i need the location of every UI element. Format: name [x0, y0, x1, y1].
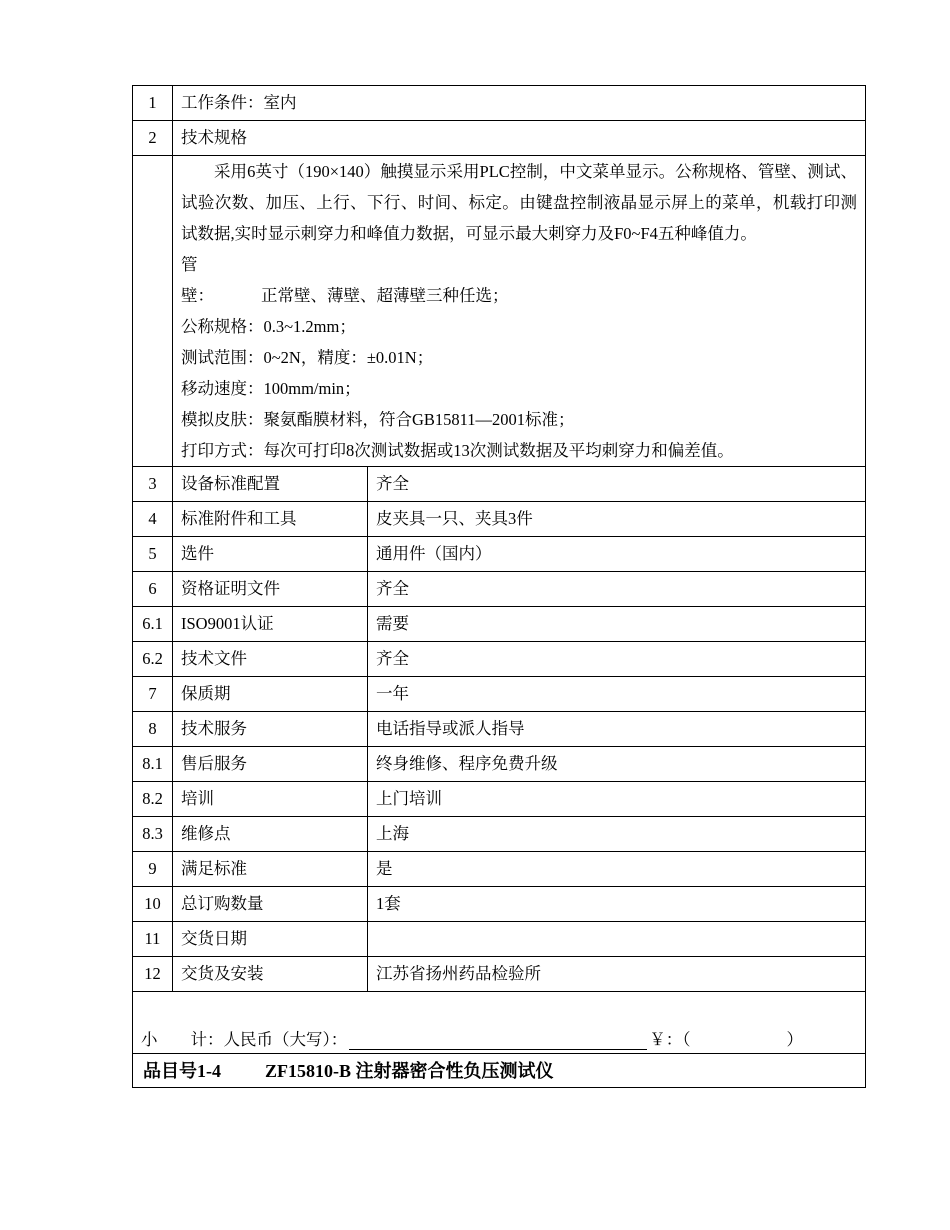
next-item-heading-row [133, 1054, 866, 1088]
table-row [133, 537, 866, 572]
item-label: 资格证明文件 [173, 572, 368, 607]
item-value: 齐全 [368, 572, 866, 607]
spec-description-row [133, 156, 866, 467]
table-row [133, 502, 866, 537]
table-row [133, 887, 866, 922]
working-condition: 工作条件：室内 [173, 86, 866, 121]
row-number: 12 [133, 957, 173, 992]
item-value: 1套 [368, 887, 866, 922]
row-number: 6.2 [133, 642, 173, 677]
table-row [133, 957, 866, 992]
item-code: 品目号1-4 [143, 1060, 221, 1081]
row-number: 4 [133, 502, 173, 537]
item-label: 交货及安装 [173, 957, 368, 992]
spec-line-nominal: 公称规格：0.3~1.2mm； [181, 317, 356, 336]
item-label: 总订购数量 [173, 887, 368, 922]
subtotal-label: 小 计：人民币（大写）： [141, 1030, 348, 1049]
item-value: 需要 [368, 607, 866, 642]
table-row [133, 467, 866, 502]
item-value: 上海 [368, 817, 866, 852]
item-value: 江苏省扬州药品检验所 [368, 957, 866, 992]
item-value: 齐全 [368, 642, 866, 677]
row-number: 6.1 [133, 607, 173, 642]
spec-line-wall: 管 壁： 正常壁、薄壁、超薄壁三种任选； [181, 255, 509, 305]
spec-intro: 采用6英寸（190×140）触摸显示采用PLC控制，中文菜单显示。公称规格、管壁、测试、试验次数、加压、上行、下行、时间、标定。由键盘控制液晶显示屏上的菜单，机载打印测试数据,实时显示刺穿力和峰值力数据，可显示最大刺穿力及F0~F4五种峰值力。 [181, 162, 857, 243]
item-value: 通用件（国内） [368, 537, 866, 572]
table-row [133, 712, 866, 747]
next-item-heading [133, 1054, 866, 1088]
item-label: 选件 [173, 537, 368, 572]
item-label: 售后服务 [173, 747, 368, 782]
item-label: 维修点 [173, 817, 368, 852]
item-label: ISO9001认证 [173, 607, 368, 642]
table-row [133, 677, 866, 712]
row-number: 3 [133, 467, 173, 502]
row-number: 5 [133, 537, 173, 572]
row-number: 8.2 [133, 782, 173, 817]
item-value: 终身维修、程序免费升级 [368, 747, 866, 782]
spec-description [173, 156, 866, 467]
item-label: 培训 [173, 782, 368, 817]
item-value: 上门培训 [368, 782, 866, 817]
row-1 [133, 86, 866, 121]
subtotal-row [133, 992, 866, 1054]
table-row [133, 922, 866, 957]
paren-close: ） [786, 1030, 803, 1049]
item-value: 齐全 [368, 467, 866, 502]
row-number: 9 [133, 852, 173, 887]
item-label: 保质期 [173, 677, 368, 712]
table-row [133, 642, 866, 677]
amount-in-words-blank[interactable] [349, 1031, 647, 1050]
spec-line-skin: 模拟皮肤：聚氨酯膜材料，符合GB15811—2001标准； [181, 410, 575, 429]
row-number: 11 [133, 922, 173, 957]
table-row [133, 607, 866, 642]
table-row [133, 782, 866, 817]
item-label: 技术服务 [173, 712, 368, 747]
item-label: 满足标准 [173, 852, 368, 887]
item-label: 设备标准配置 [173, 467, 368, 502]
empty-number-cell [133, 156, 173, 467]
item-value: 是 [368, 852, 866, 887]
subtotal-cell [133, 992, 866, 1054]
item-value: 皮夹具一只、夹具3件 [368, 502, 866, 537]
table-row [133, 747, 866, 782]
item-name: ZF15810-B 注射器密合性负压测试仪 [265, 1060, 554, 1081]
row-2 [133, 121, 866, 156]
item-value: 电话指导或派人指导 [368, 712, 866, 747]
item-label: 标准附件和工具 [173, 502, 368, 537]
table-row [133, 817, 866, 852]
row-number: 8.1 [133, 747, 173, 782]
row-number: 8.3 [133, 817, 173, 852]
row-number: 1 [133, 86, 173, 121]
spec-line-print: 打印方式：每次可打印8次测试数据或13次测试数据及平均刺穿力和偏差值。 [181, 441, 734, 460]
row-number: 10 [133, 887, 173, 922]
item-value: 一年 [368, 677, 866, 712]
row-number: 2 [133, 121, 173, 156]
item-label: 技术文件 [173, 642, 368, 677]
spec-line-speed: 移动速度：100mm/min； [181, 379, 361, 398]
yen-label: ￥：（ [649, 1030, 691, 1049]
row-number: 6 [133, 572, 173, 607]
table-row [133, 852, 866, 887]
table-row [133, 572, 866, 607]
item-label: 交货日期 [173, 922, 368, 957]
tech-spec-heading: 技术规格 [173, 121, 866, 156]
spec-table [132, 85, 866, 1088]
spec-line-range: 测试范围：0~2N，精度：±0.01N； [181, 348, 434, 367]
row-number: 7 [133, 677, 173, 712]
item-value [368, 922, 866, 957]
row-number: 8 [133, 712, 173, 747]
